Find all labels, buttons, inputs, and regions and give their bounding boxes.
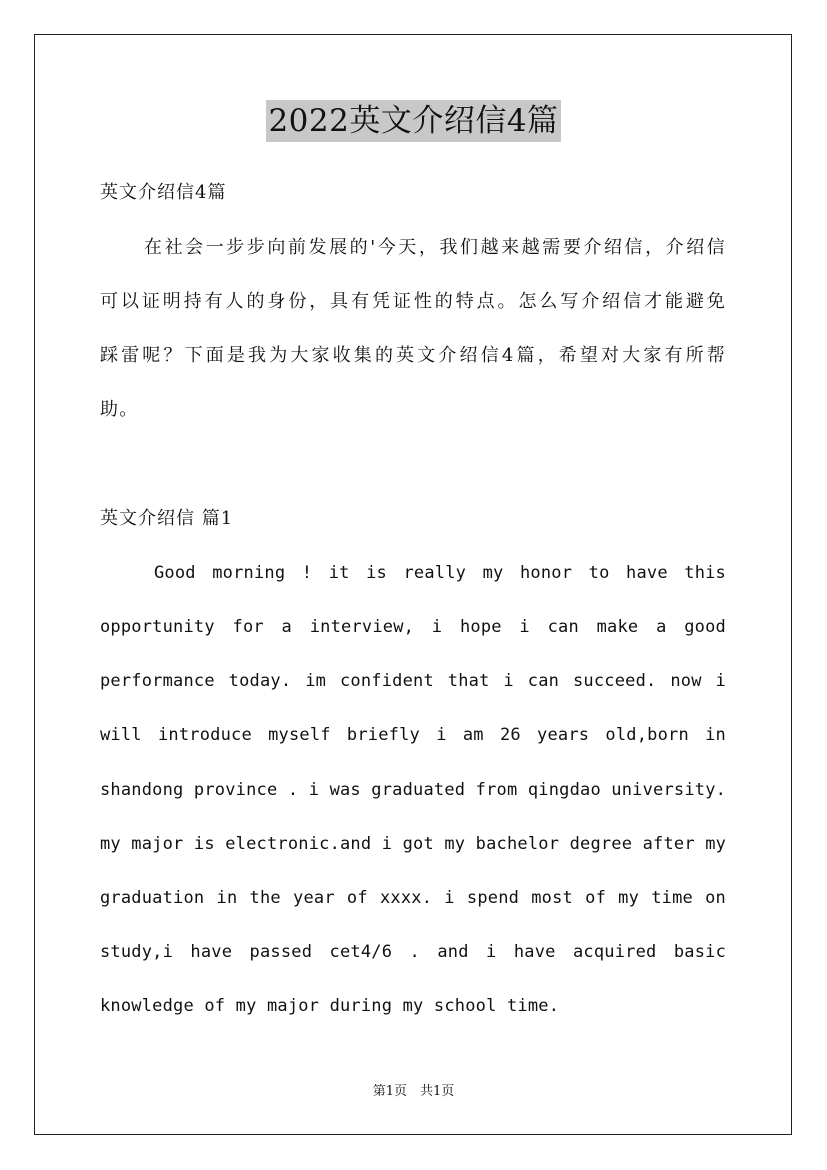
section-heading: 英文介绍信 篇1 <box>100 508 234 529</box>
letter-line-1: Good morning ! it is really my honor to have this <box>154 563 726 583</box>
letter-line-9: knowledge of my major during my school time. <box>100 996 560 1016</box>
intro-line-2: 可以证明持有人的身份，具有凭证性的特点。怎么写介绍信才能避免 <box>100 291 726 312</box>
document-subtitle: 英文介绍信4篇 <box>100 182 227 203</box>
intro-line-3: 踩雷呢？下面是我为大家收集的英文介绍信4篇，希望对大家有所帮 <box>100 345 726 366</box>
letter-line-7: graduation in the year of xxxx. i spend most of my time on <box>100 888 726 908</box>
title-container <box>0 100 827 142</box>
letter-line-8: study,i have passed cet4/6 . and i have acquired basic <box>100 942 726 962</box>
letter-line-2: opportunity for a interview, i hope i can make a good <box>100 617 726 637</box>
page-number: 第1页 共1页 <box>372 1084 455 1099</box>
intro-line-1: 在社会一步步向前发展的'今天，我们越来越需要介绍信，介绍信 <box>144 237 726 258</box>
document-title: 2022英文介绍信4篇 <box>266 100 560 142</box>
letter-line-6: my major is electronic.and i got my bachelor degree after my <box>100 834 726 854</box>
letter-line-5: shandong province . i was graduated from qingdao university. <box>100 780 726 800</box>
intro-line-4: 助。 <box>100 399 139 420</box>
letter-line-4: will introduce myself briefly i am 26 years old,born in <box>100 725 726 745</box>
letter-line-3: performance today. im confident that i can succeed. now i <box>100 671 726 691</box>
